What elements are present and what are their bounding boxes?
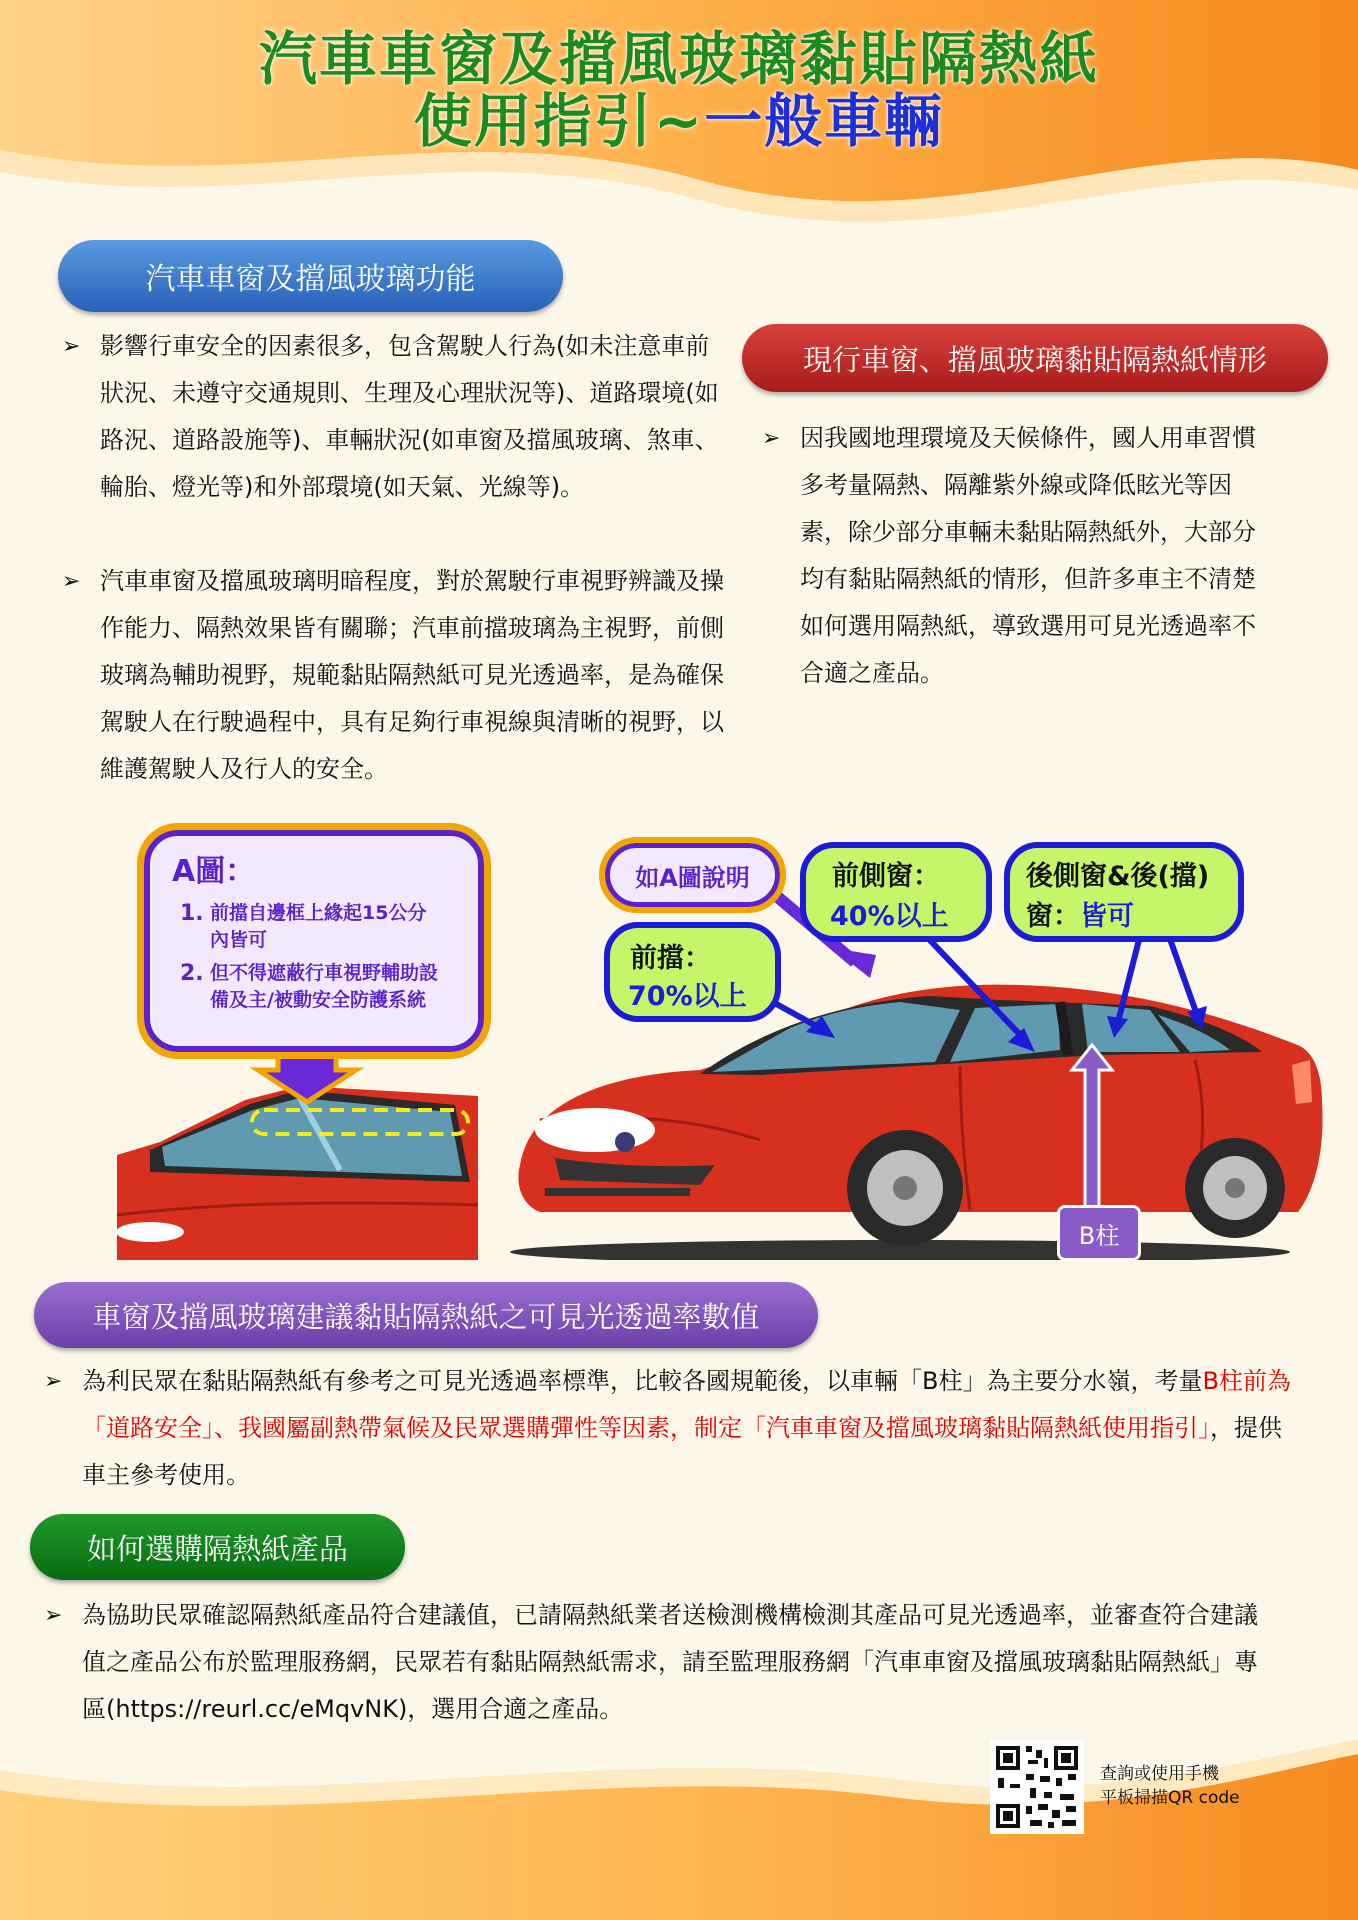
- buy-heading: 如何選購隔熱紙產品: [30, 1514, 405, 1580]
- qr-caption: 查詢或使用手機 平板掃描QR code: [1100, 1764, 1240, 1808]
- function-heading: 汽車車窗及擋風玻璃功能: [58, 240, 563, 312]
- bullet-arrow-icon: ➢: [44, 1369, 63, 1394]
- front-side-window-callout: [800, 842, 992, 942]
- recommend-bullet: ➢ 為利民眾在黏貼隔熱紙有參考之可見光透過率標準，比較各國規範後，以車輛「B柱」為主要分水嶺，考量B柱前為「道路安全」、我國屬副熱帶氣候及民眾選購彈性等因素，制定「汽車車窗及擋風玻璃黏貼隔熱紙使用指引」，提供車主參考使用。: [82, 1358, 1302, 1499]
- current-bullet-1: ➢ 因我國地理環境及天候條件，國人用車習慣多考量隔熱、隔離紫外線或降低眩光等因素，除少部分車輛未黏貼隔熱紙外，大部分均有黏貼隔熱紙的情形，但許多車主不清楚如何選用隔熱紙，導致選用可見光透過率不合適之產品。: [800, 415, 1275, 697]
- title-line-1: 汽車車窗及擋風玻璃黏貼隔熱紙: [258, 25, 1099, 93]
- front-windshield-label: 前擋：: [630, 943, 711, 974]
- windshield-closeup-illustration: [116, 1086, 478, 1260]
- title-line-2: 使用指引~一般車輛: [413, 87, 945, 155]
- rear-window-value: 皆可: [1080, 901, 1134, 932]
- see-a-figure-label: 如A圖說明: [605, 843, 780, 907]
- current-heading: 現行車窗、擋風玻璃黏貼隔熱紙情形: [742, 324, 1328, 392]
- function-bullet-2: ➢ 汽車車窗及擋風玻璃明暗程度，對於駕駛行車視野辨識及操作能力、隔熱效果皆有關聯；汽車前擋玻璃為主視野，前側玻璃為輔助視野，規範黏貼隔熱紙可見光透過率，是為確保駕駛人在行駛過程中，具有足夠行車視線與清晰的視野，以維護駕駛人及行人的安全。: [100, 558, 725, 793]
- bullet-arrow-icon: ➢: [62, 334, 81, 359]
- bullet-arrow-icon: ➢: [762, 426, 781, 451]
- bullet-arrow-icon: ➢: [44, 1603, 63, 1628]
- buy-bullet: ➢ 為協助民眾確認隔熱紙產品符合建議值，已請隔熱紙業者送檢測機構檢測其產品可見光透過率，並審查符合建議值之產品公布於監理服務網，民眾若有黏貼隔熱紙需求，請至監理服務網「汽車車窗及擋風玻璃黏貼隔熱紙」專區(https://reurl.cc/eMqvNK)，選用合適之產品。: [82, 1592, 1262, 1733]
- page-title: [0, 25, 1358, 155]
- rear-window-callout: [1004, 842, 1244, 942]
- a-figure-item-1: 1. 前擋自邊框上緣起15公分內皆可: [180, 901, 427, 951]
- front-side-window-label: 前側窗：: [832, 861, 940, 892]
- function-bullet-1: ➢ 影響行車安全的因素很多，包含駕駛人行為(如未注意車前狀況、未遵守交通規則、生理及心理狀況等)、道路環境(如路況、道路設施等)、車輛狀況(如車窗及擋風玻璃、煞車、輪胎、燈光等)和外部環境(如天氣、光線等)。: [100, 323, 725, 511]
- front-windshield-callout: [604, 922, 781, 1022]
- rear-window-label-line2: 窗：皆可: [1026, 901, 1134, 932]
- qr-code-icon[interactable]: [990, 1740, 1084, 1834]
- front-windshield-value: 70%以上: [628, 981, 747, 1012]
- a-figure-callout: [144, 830, 484, 1052]
- a-figure-title: A圖：: [172, 854, 256, 889]
- recommend-heading: 車窗及擋風玻璃建議黏貼隔熱紙之可見光透過率數值: [34, 1282, 818, 1348]
- front-side-window-value: 40%以上: [830, 901, 949, 932]
- bullet-arrow-icon: ➢: [62, 569, 81, 594]
- b-pillar-label: B柱: [1057, 1205, 1141, 1261]
- recommend-highlight: B柱前為「道路安全」、我國屬副熱帶氣候及民眾選購彈性等因素，制定「汽車車窗及擋風玻璃黏貼隔熱紙使用指引」: [82, 1367, 1291, 1442]
- a-figure-item-2: 2. 但不得遮蔽行車視野輔助設備及主/被動安全防護系統: [180, 961, 439, 1011]
- rear-window-label-line1: 後側窗&後(擋): [1026, 861, 1210, 892]
